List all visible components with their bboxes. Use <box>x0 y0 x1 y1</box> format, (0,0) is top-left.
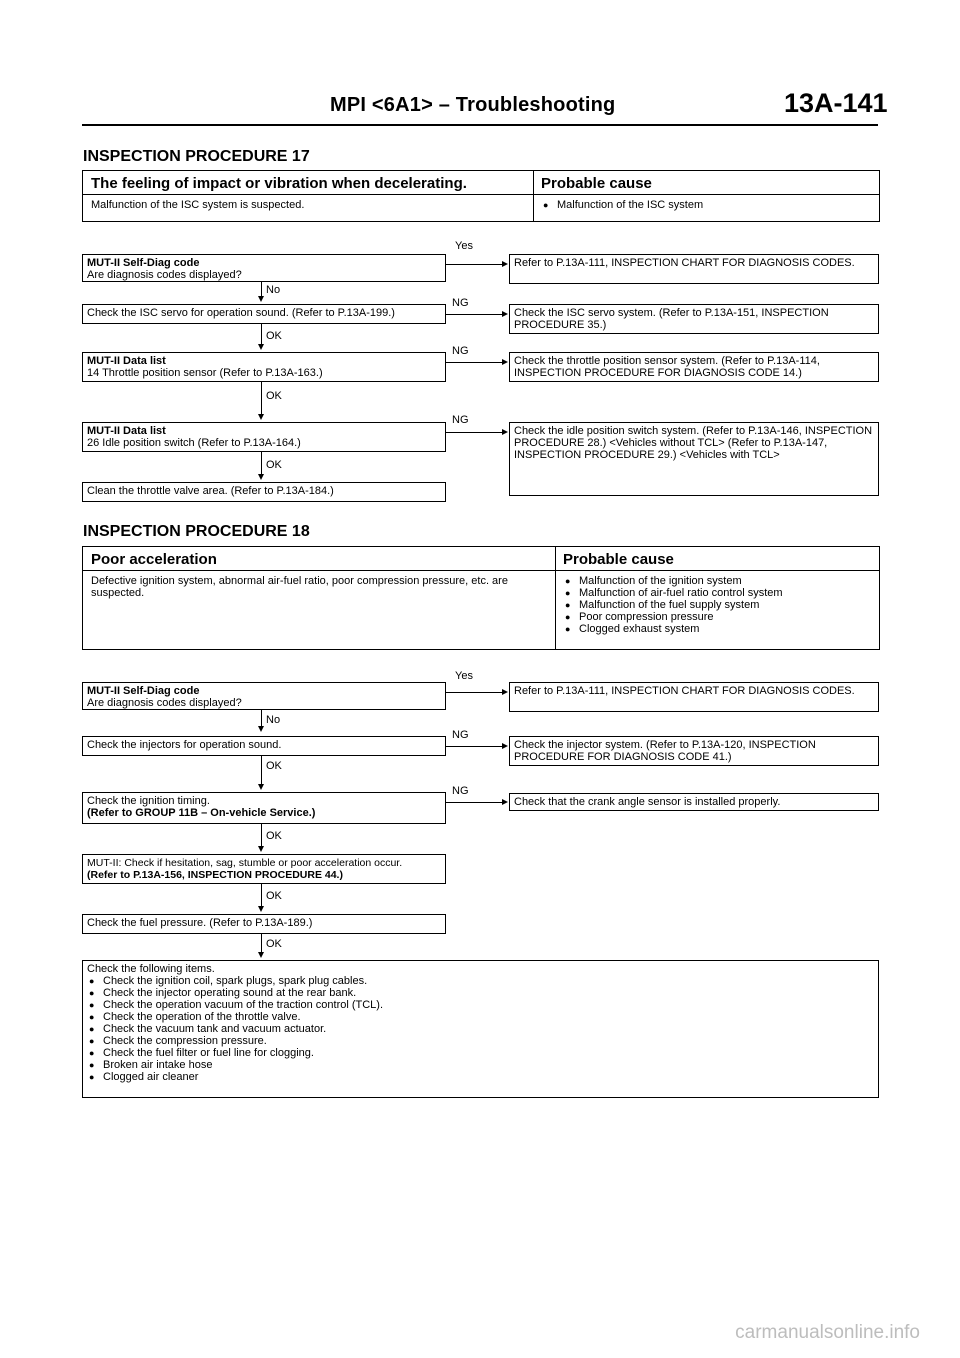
yes-label: Yes <box>455 240 473 252</box>
p18-step-injector-sound: Check the injectors for operation sound. <box>82 736 446 756</box>
ng-label: NG <box>452 297 469 309</box>
arrow-down-icon <box>258 296 264 302</box>
ok-label: OK <box>266 390 282 402</box>
symptom-heading: Poor acceleration <box>83 547 555 571</box>
p18-step-fuel-pressure: Check the fuel pressure. (Refer to P.13A-189.) <box>82 914 446 934</box>
p17-step-isc-sound: Check the ISC servo for operation sound. (Refer to P.13A-199.) <box>82 304 446 324</box>
arrow-right-icon <box>502 743 508 749</box>
ok-label: OK <box>266 890 282 902</box>
arrow-down-icon <box>258 726 264 732</box>
arrow-down-icon <box>258 414 264 420</box>
no-label: No <box>266 714 281 726</box>
arrow-down-icon <box>258 474 264 480</box>
watermark: carmanualsonline.info <box>735 1322 920 1343</box>
p17-result-idle-switch: Check the idle position switch system. (Refer to P.13A-146, INSPECTION PROCEDURE 28.) <Vehicles without TCL> (Refer to P.13A-147, INSPECTION PROCEDURE 29.) <Vehicles with TCL> <box>509 422 879 496</box>
no-label: No <box>266 284 281 296</box>
page-number: 13A-141 <box>784 88 888 118</box>
cause-item: ● Malfunction of air-fuel ratio control system <box>563 587 871 599</box>
p17-result-tps-system: Check the throttle position sensor system. (Refer to P.13A-114, INSPECTION PROCEDURE FOR DIAGNOSIS CODE 14.) <box>509 352 879 382</box>
p18-result-crank-sensor: Check that the crank angle sensor is installed properly. <box>509 793 879 811</box>
procedure-18-title: INSPECTION PROCEDURE 18 <box>83 523 310 540</box>
yes-label: Yes <box>455 670 473 682</box>
arrow-right-icon <box>502 799 508 805</box>
p18-step-ignition-timing: Check the ignition timing. (Refer to GROUP 11B – On-vehicle Service.) <box>82 792 446 824</box>
procedure-17-summary <box>82 170 880 222</box>
procedure-18-summary <box>82 546 880 650</box>
probable-cause-heading: Probable cause <box>555 547 879 571</box>
p18-result-diag-chart: Refer to P.13A-111, INSPECTION CHART FOR DIAGNOSIS CODES. <box>509 682 879 712</box>
arrow-right-icon <box>502 311 508 317</box>
p17-step-idle-switch-data: MUT-II Data list 26 Idle position switch (Refer to P.13A-164.) <box>82 422 446 452</box>
page-header-title: MPI <6A1> – Troubleshooting <box>330 94 616 116</box>
list-item: ● Broken air intake hose <box>87 1059 874 1071</box>
arrow-down-icon <box>258 906 264 912</box>
ok-label: OK <box>266 938 282 950</box>
procedure-17-title: INSPECTION PROCEDURE 17 <box>83 148 310 165</box>
symptom-description: Malfunction of the ISC system is suspected. <box>91 199 305 211</box>
arrow-right-icon <box>502 359 508 365</box>
list-item: ● Clogged air cleaner <box>87 1071 874 1083</box>
list-item: ● Check the ignition coil, spark plugs, spark plug cables. <box>87 975 874 987</box>
ng-label: NG <box>452 785 469 797</box>
ok-label: OK <box>266 760 282 772</box>
arrow-right-icon <box>502 261 508 267</box>
list-item: ● Check the operation of the throttle valve. <box>87 1011 874 1023</box>
p18-step-mut-hesitation: MUT-II: Check if hesitation, sag, stumble or poor acceleration occur. (Refer to P.13A-156, INSPECTION PROCEDURE 44.) <box>82 854 446 884</box>
p17-result-diag-chart: Refer to P.13A-111, INSPECTION CHART FOR DIAGNOSIS CODES. <box>509 254 879 284</box>
arrow-down-icon <box>258 344 264 350</box>
probable-cause-list <box>541 199 871 211</box>
ok-label: OK <box>266 830 282 842</box>
probable-cause-list <box>563 575 871 635</box>
cause-item: ● Clogged exhaust system <box>563 623 871 635</box>
cause-item: ● Malfunction of the fuel supply system <box>563 599 871 611</box>
p18-step-self-diag: MUT-II Self-Diag code Are diagnosis codes displayed? <box>82 682 446 710</box>
list-item: ● Check the vacuum tank and vacuum actuator. <box>87 1023 874 1035</box>
ng-label: NG <box>452 729 469 741</box>
arrow-right-icon <box>502 429 508 435</box>
ng-label: NG <box>452 345 469 357</box>
arrow-down-icon <box>258 846 264 852</box>
ok-label: OK <box>266 459 282 471</box>
ok-label: OK <box>266 330 282 342</box>
list-item: ● Check the fuel filter or fuel line for clogging. <box>87 1047 874 1059</box>
header-rule <box>82 124 878 126</box>
p17-result-isc-servo: Check the ISC servo system. (Refer to P.13A-151, INSPECTION PROCEDURE 35.) <box>509 304 879 334</box>
arrow-down-icon <box>258 784 264 790</box>
cause-item: ● Malfunction of the ISC system <box>541 199 871 211</box>
list-item: ● Check the compression pressure. <box>87 1035 874 1047</box>
list-item: ● Check the injector operating sound at the rear bank. <box>87 987 874 999</box>
p18-result-injector-system: Check the injector system. (Refer to P.13A-120, INSPECTION PROCEDURE FOR DIAGNOSIS CODE 41.) <box>509 736 879 766</box>
p18-final-check-list <box>82 960 879 1098</box>
symptom-description: Defective ignition system, abnormal air-fuel ratio, poor compression pressure, etc. are suspected. <box>91 575 508 599</box>
cause-item: ● Poor compression pressure <box>563 611 871 623</box>
cause-item: ● Malfunction of the ignition system <box>563 575 871 587</box>
ng-label: NG <box>452 414 469 426</box>
probable-cause-heading: Probable cause <box>533 171 879 195</box>
final-check-title: Check the following items. <box>87 963 215 975</box>
p17-step-self-diag: MUT-II Self-Diag code Are diagnosis codes displayed? <box>82 254 446 282</box>
list-item: ● Check the operation vacuum of the traction control (TCL). <box>87 999 874 1011</box>
p17-step-clean-throttle: Clean the throttle valve area. (Refer to P.13A-184.) <box>82 482 446 502</box>
p17-step-tps-data: MUT-II Data list 14 Throttle position sensor (Refer to P.13A-163.) <box>82 352 446 382</box>
arrow-right-icon <box>502 689 508 695</box>
arrow-down-icon <box>258 952 264 958</box>
symptom-heading: The feeling of impact or vibration when decelerating. <box>83 171 533 195</box>
